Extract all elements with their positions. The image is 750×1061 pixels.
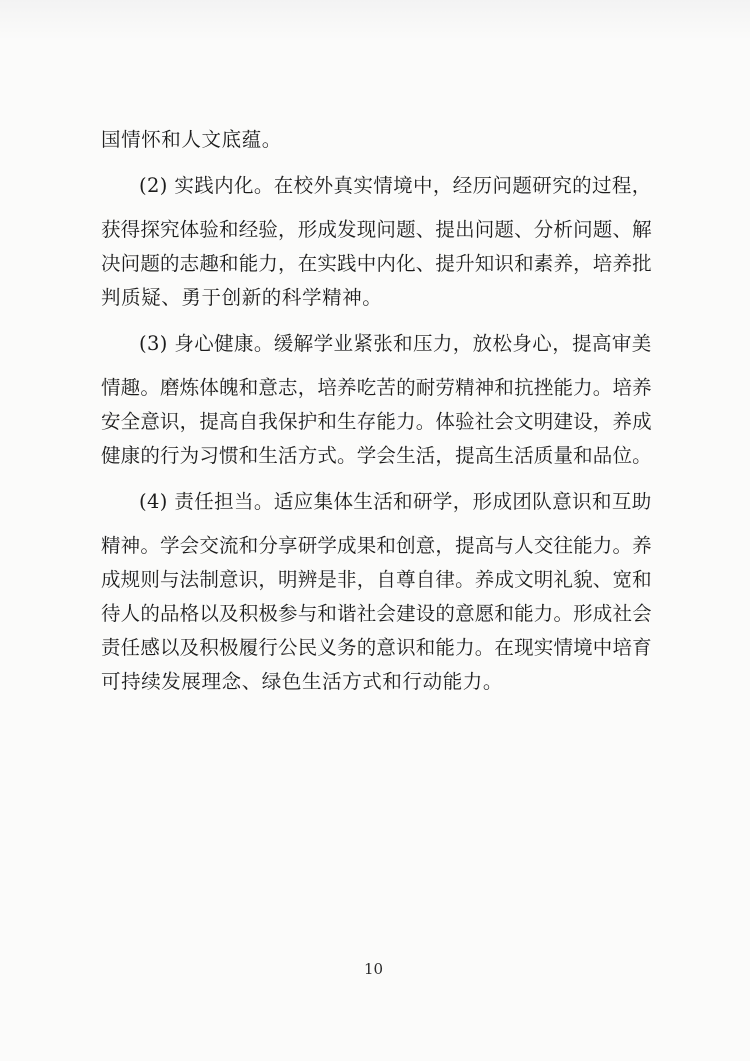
text-line: 健康的行为习惯和生活方式。学会生活，提高生活质量和品位。 — [101, 444, 652, 467]
text-line: 可持续发展理念、绿色生活方式和行动能力。 — [101, 670, 504, 693]
text-line: 成规则与法制意识，明辨是非，自尊自律。养成文明礼貌、宽和 — [101, 568, 652, 591]
text-line: (4) 责任担当。适应集体生活和研学，形成团队意识和互助 — [139, 490, 652, 513]
text-line: (2) 实践内化。在校外真实情境中，经历问题研究的过程， — [139, 174, 652, 197]
text-line: 国情怀和人文底蕴。 — [101, 128, 282, 151]
text-line: 决问题的志趣和能力，在实践中内化、提升知识和素养，培养批 — [101, 252, 652, 275]
text-line: 安全意识，提高自我保护和生存能力。体验社会文明建设，养成 — [101, 410, 652, 433]
scan-shading — [0, 0, 750, 40]
text-line: (3) 身心健康。缓解学业紧张和压力，放松身心，提高审美 — [139, 332, 652, 355]
text-line: 判质疑、勇于创新的科学精神。 — [101, 286, 383, 309]
text-line: 精神。学会交流和分享研学成果和创意，提高与人交往能力。养 — [101, 534, 652, 557]
text-line: 责任感以及积极履行公民义务的意识和能力。在现实情境中培育 — [101, 636, 652, 659]
page-number: 10 — [364, 960, 384, 978]
text-line: 获得探究体验和经验，形成发现问题、提出问题、分析问题、解 — [101, 218, 652, 241]
text-line: 情趣。磨炼体魄和意志，培养吃苦的耐劳精神和抗挫能力。培养 — [101, 376, 652, 399]
text-line: 待人的品格以及积极参与和谐社会建设的意愿和能力。形成社会 — [101, 602, 652, 625]
